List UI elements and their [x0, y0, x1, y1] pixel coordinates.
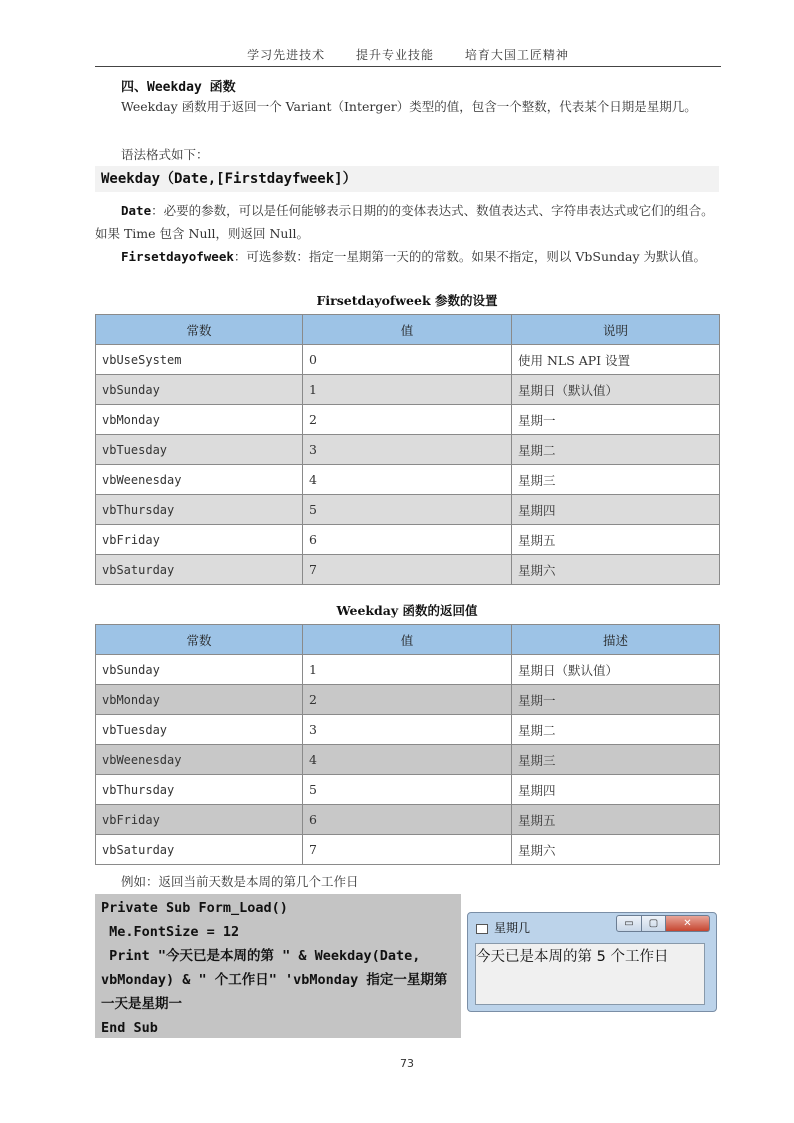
header-cell: 常数 [96, 315, 303, 345]
table-cell: 3 [303, 715, 512, 745]
maximize-button[interactable]: ▢ [642, 915, 666, 932]
table-cell: 星期三 [512, 465, 720, 495]
table-cell: 星期二 [512, 435, 720, 465]
table-row [96, 555, 720, 585]
table-cell: 6 [303, 525, 512, 555]
table-cell: 使用 NLS API 设置 [512, 345, 720, 375]
table-cell: 星期六 [512, 835, 720, 865]
table-row [96, 775, 720, 805]
header-item: 提升专业技能 [355, 48, 434, 62]
table-cell: vbMonday [96, 685, 303, 715]
header-cell: 值 [303, 315, 512, 345]
table-cell: 星期一 [512, 405, 720, 435]
param-first-name: Firsetdayofweek [121, 249, 234, 264]
table-row [96, 745, 720, 775]
table1 [95, 314, 720, 585]
intro-paragraph: Weekday 函数用于返回一个 Variant（Interger）类型的值，包含一个整数，代表某个日期是星期几。 [121, 99, 697, 114]
table-cell: 星期日（默认值） [512, 655, 720, 685]
table-row [96, 435, 720, 465]
table-cell: vbTuesday [96, 435, 303, 465]
header-item: 培育大国工匠精神 [464, 48, 569, 62]
table-cell: 1 [303, 375, 512, 405]
table1-header-row [96, 315, 720, 345]
table-cell: vbThursday [96, 775, 303, 805]
table-cell: 星期四 [512, 775, 720, 805]
table2 [95, 624, 720, 865]
table-cell: 2 [303, 405, 512, 435]
table-cell: 6 [303, 805, 512, 835]
page-number: 73 [400, 1057, 414, 1070]
table-cell: vbMonday [96, 405, 303, 435]
table-cell: vbSunday [96, 655, 303, 685]
table2-header-row [96, 625, 720, 655]
example-intro: 例如：返回当前天数是本周的第几个工作日 [121, 874, 359, 889]
table-cell: 4 [303, 745, 512, 775]
table-row [96, 495, 720, 525]
table-cell: 星期五 [512, 805, 720, 835]
header-cell: 值 [303, 625, 512, 655]
table-cell: vbFriday [96, 525, 303, 555]
table-cell: 7 [303, 555, 512, 585]
table-row [96, 405, 720, 435]
table1-caption: Firsetdayofweek 参数的设置 [316, 293, 498, 308]
header-item: 学习先进技术 [247, 48, 326, 62]
table-row [96, 685, 720, 715]
table-cell: 1 [303, 655, 512, 685]
window-title [476, 919, 530, 936]
code-block [95, 894, 461, 1038]
table-cell: 5 [303, 775, 512, 805]
table-cell: 7 [303, 835, 512, 865]
code-line: Me.FontSize = 12 [101, 924, 240, 940]
table-cell: 3 [303, 435, 512, 465]
table-row [96, 525, 720, 555]
table-row [96, 805, 720, 835]
table-cell: vbThursday [96, 495, 303, 525]
table-row [96, 465, 720, 495]
table-cell: 星期五 [512, 525, 720, 555]
table-cell: vbSaturday [96, 555, 303, 585]
code-line: Print "今天已是本周的第 " & Weekday(Date, vbMonday) & " 个工作日" 'vbMonday 指定一星期第一天是星期一 [101, 948, 448, 1012]
table-cell: vbSaturday [96, 835, 303, 865]
table-cell: vbUseSystem [96, 345, 303, 375]
table-cell: 2 [303, 685, 512, 715]
window-controls [616, 915, 710, 933]
header-cell: 描述 [512, 625, 720, 655]
table-cell: vbFriday [96, 805, 303, 835]
header-cell: 说明 [512, 315, 720, 345]
section-heading: 四、Weekday 函数 [121, 80, 236, 95]
table-row [96, 655, 720, 685]
window-title-text: 星期几 [494, 921, 531, 935]
table-row [96, 715, 720, 745]
table-cell: 星期二 [512, 715, 720, 745]
table-cell: vbTuesday [96, 715, 303, 745]
table-row [96, 345, 720, 375]
page-header [95, 46, 721, 67]
table-cell: 星期日（默认值） [512, 375, 720, 405]
table-cell: vbWeenesday [96, 465, 303, 495]
param-date-paragraph [95, 199, 721, 245]
table-cell: 星期三 [512, 745, 720, 775]
table2-caption: Weekday 函数的返回值 [336, 603, 478, 618]
table-row [96, 375, 720, 405]
code-line: End Sub [101, 1020, 158, 1036]
table-cell: 星期六 [512, 555, 720, 585]
output-window [467, 912, 717, 1012]
table-cell: 星期四 [512, 495, 720, 525]
syntax-block: Weekday（Date,[Firstdayfweek]） [95, 166, 719, 192]
window-client-area [475, 943, 705, 1005]
param-date-text: ：必要的参数，可以是任何能够表示日期的的变体表达式、数值表达式、字符串表达式或它们的组合。如果 Time 包含 Null，则返回 Null。 [95, 203, 714, 241]
form-icon [476, 924, 488, 934]
table-cell: 0 [303, 345, 512, 375]
table-row [96, 835, 720, 865]
close-button[interactable]: ✕ [666, 915, 710, 932]
table-cell: 星期一 [512, 685, 720, 715]
code-line: Private Sub Form_Load() [101, 900, 288, 916]
table-cell: 5 [303, 495, 512, 525]
syntax-intro: 语法格式如下： [121, 147, 209, 162]
table-cell: vbSunday [96, 375, 303, 405]
param-date-name: Date [121, 203, 152, 218]
param-first-paragraph [95, 245, 721, 268]
table-cell: vbWeenesday [96, 745, 303, 775]
table-cell: 4 [303, 465, 512, 495]
header-cell: 常数 [96, 625, 303, 655]
param-first-text: ：可选参数：指定一星期第一天的的常数。如果不指定，则以 VbSunday 为默认值。 [233, 249, 707, 264]
window-output-text: 今天已是本周的第 5 个工作日 [476, 949, 669, 965]
minimize-button[interactable]: ▭ [616, 915, 642, 932]
